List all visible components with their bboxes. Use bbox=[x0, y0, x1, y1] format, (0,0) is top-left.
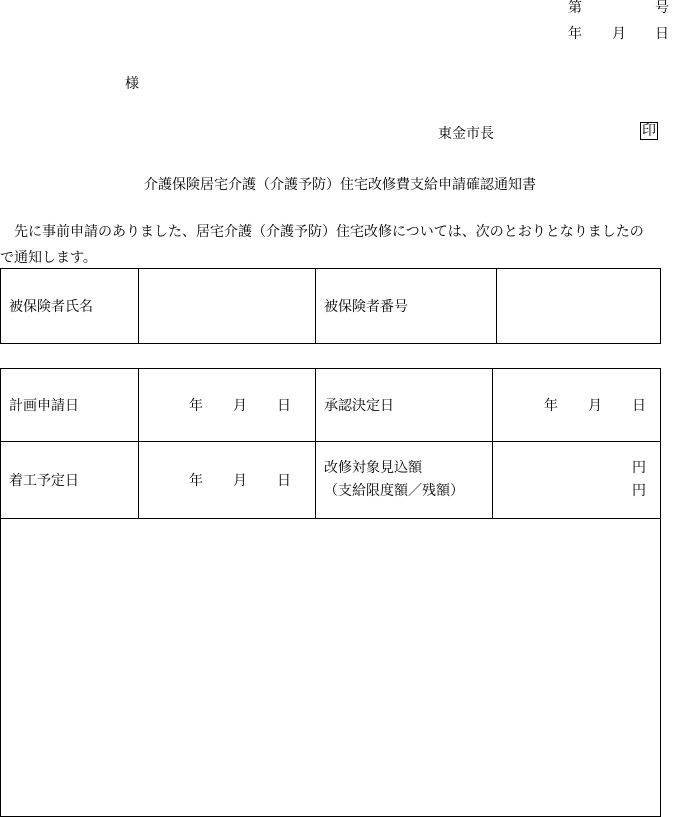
start-date-day: 日 bbox=[277, 473, 291, 489]
approval-date-label: 承認決定日 bbox=[316, 369, 493, 442]
approval-date-field[interactable] bbox=[493, 369, 661, 442]
plan-date-day: 日 bbox=[277, 398, 291, 414]
insured-name-field[interactable] bbox=[139, 269, 316, 344]
estimated-amount-yen: 円 bbox=[632, 460, 646, 476]
issue-date-year: 年 bbox=[568, 26, 582, 42]
document-number-suffix: 号 bbox=[655, 0, 669, 16]
estimated-amount-label-line1: 改修対象見込額 bbox=[324, 460, 422, 476]
start-date-field[interactable] bbox=[139, 442, 316, 519]
document-title: 介護保険居宅介護（介護予防）住宅改修費支給申請確認通知書 bbox=[144, 177, 536, 193]
limit-remaining-yen: 円 bbox=[632, 483, 646, 499]
addressee-honorific: 様 bbox=[125, 76, 139, 92]
issue-date-day: 日 bbox=[655, 26, 669, 42]
approval-date-day: 日 bbox=[632, 398, 646, 414]
renovation-details-table bbox=[0, 368, 661, 817]
document-number-prefix: 第 bbox=[568, 0, 582, 16]
notes-area[interactable] bbox=[1, 519, 661, 817]
plan-date-year: 年 bbox=[189, 398, 203, 414]
insured-number-field[interactable] bbox=[497, 269, 661, 344]
estimated-amount-label bbox=[316, 442, 493, 519]
start-date-label: 着工予定日 bbox=[1, 442, 139, 519]
plan-date-label: 計画申請日 bbox=[1, 369, 139, 442]
approval-date-year: 年 bbox=[544, 398, 558, 414]
body-text-line1: 先に事前申請のありました、居宅介護（介護予防）住宅改修については、次のとおりとなりましたの bbox=[0, 224, 644, 240]
seal-stamp: 印 bbox=[642, 123, 656, 139]
insured-number-label: 被保険者番号 bbox=[316, 269, 497, 344]
plan-date-month: 月 bbox=[233, 398, 247, 414]
insured-name-label: 被保険者氏名 bbox=[1, 269, 139, 344]
start-date-year: 年 bbox=[189, 473, 203, 489]
start-date-month: 月 bbox=[233, 473, 247, 489]
issue-date-month: 月 bbox=[612, 26, 626, 42]
plan-date-field[interactable] bbox=[139, 369, 316, 442]
estimated-amount-label-line2: （支給限度額／残額） bbox=[324, 483, 464, 499]
insured-info-table bbox=[0, 268, 661, 344]
approval-date-month: 月 bbox=[588, 398, 602, 414]
body-text-line2: で通知します。 bbox=[0, 250, 97, 266]
issuer-name: 東金市長 bbox=[438, 126, 494, 142]
estimated-amount-field[interactable] bbox=[493, 442, 661, 519]
